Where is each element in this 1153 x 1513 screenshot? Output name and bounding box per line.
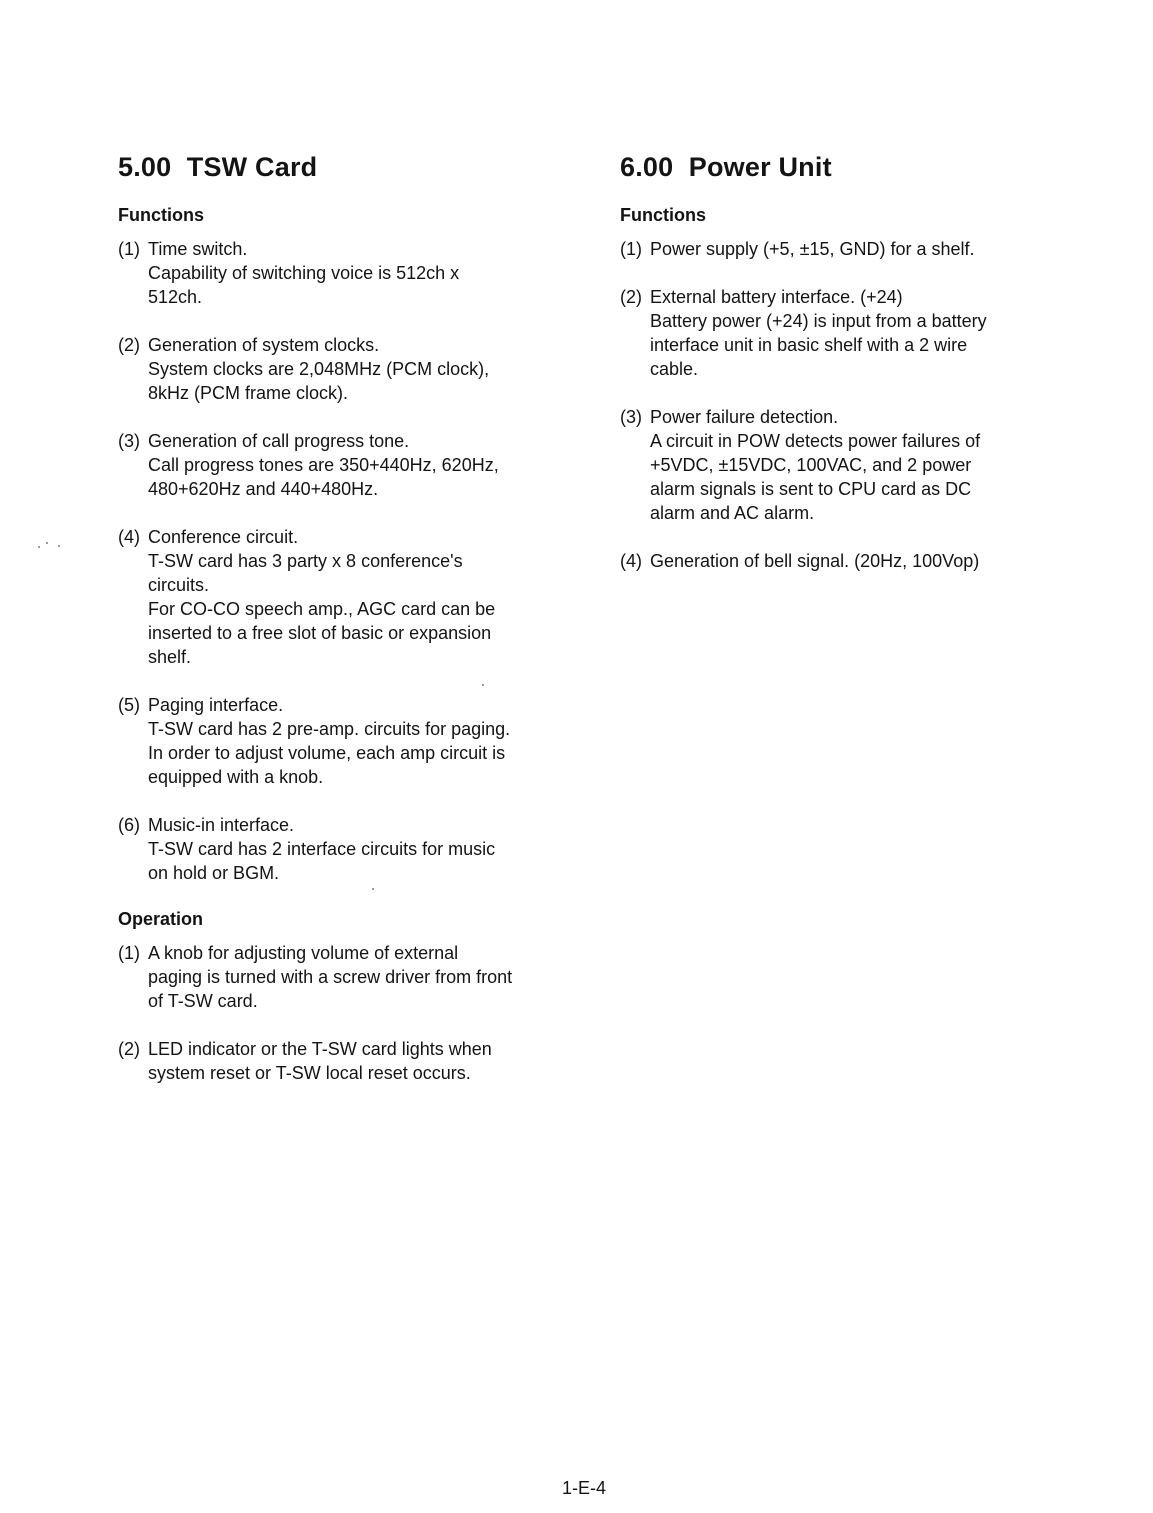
tsw-card-title: 5.00 TSW Card bbox=[118, 152, 318, 182]
item-line: paging is turned with a screw driver from front bbox=[148, 967, 513, 987]
power-unit-title: 6.00 Power Unit bbox=[620, 152, 832, 182]
item-heading: Conference circuit. bbox=[148, 527, 299, 547]
item-number: (1) bbox=[620, 239, 642, 259]
item-number: (3) bbox=[620, 407, 642, 427]
item-number: (2) bbox=[118, 335, 140, 355]
item-line: inserted to a free slot of basic or expansion bbox=[148, 623, 492, 643]
power-unit-section bbox=[620, 152, 1040, 597]
item-line: alarm signals is sent to CPU card as DC bbox=[650, 479, 972, 499]
item-heading: LED indicator or the T-SW card lights when bbox=[148, 1039, 492, 1059]
item-line: system reset or T-SW local reset occurs. bbox=[148, 1063, 471, 1083]
item-heading: Time switch. bbox=[148, 239, 248, 259]
tsw-card-section bbox=[118, 152, 578, 1109]
item-line: In order to adjust volume, each amp circuit is bbox=[148, 743, 506, 763]
item-line: Capability of switching voice is 512ch x bbox=[148, 263, 460, 283]
item-line: cable. bbox=[650, 359, 699, 379]
item-heading: Power failure detection. bbox=[650, 407, 839, 427]
scan-speck bbox=[46, 542, 48, 544]
item-number: (6) bbox=[118, 815, 140, 835]
item-line: T-SW card has 2 pre-amp. circuits for paging. bbox=[148, 719, 511, 739]
tsw-function-item-2 bbox=[118, 333, 578, 405]
item-line: 512ch. bbox=[148, 287, 203, 307]
power-function-item-4 bbox=[620, 549, 1040, 573]
power-function-item-3 bbox=[620, 405, 1040, 525]
tsw-function-item-5 bbox=[118, 693, 578, 789]
tsw-function-item-3 bbox=[118, 429, 578, 501]
item-line: on hold or BGM. bbox=[148, 863, 280, 883]
item-heading: External battery interface. (+24) bbox=[650, 287, 903, 307]
item-number: (1) bbox=[118, 239, 140, 259]
page-number: 1-E-4 bbox=[562, 1478, 607, 1498]
power-functions-heading: Functions bbox=[620, 205, 706, 225]
item-line: 8kHz (PCM frame clock). bbox=[148, 383, 349, 403]
item-heading: Generation of system clocks. bbox=[148, 335, 380, 355]
item-number: (4) bbox=[118, 527, 140, 547]
item-number: (1) bbox=[118, 943, 140, 963]
item-line: T-SW card has 3 party x 8 conference's bbox=[148, 551, 463, 571]
item-line: shelf. bbox=[148, 647, 192, 667]
item-number: (3) bbox=[118, 431, 140, 451]
scan-speck bbox=[38, 546, 40, 548]
item-line: For CO-CO speech amp., AGC card can be bbox=[148, 599, 496, 619]
scan-speck bbox=[58, 545, 60, 547]
item-heading: A knob for adjusting volume of external bbox=[148, 943, 459, 963]
tsw-operation-item-1 bbox=[118, 941, 578, 1013]
item-line: of T-SW card. bbox=[148, 991, 258, 1011]
tsw-functions-heading: Functions bbox=[118, 205, 204, 225]
tsw-operation-item-2 bbox=[118, 1037, 578, 1085]
item-heading: Power supply (+5, ±15, GND) for a shelf. bbox=[650, 239, 975, 259]
item-heading: Paging interface. bbox=[148, 695, 284, 715]
power-function-item-2 bbox=[620, 285, 1040, 381]
item-number: (4) bbox=[620, 551, 642, 571]
item-heading: Generation of bell signal. (20Hz, 100Vop) bbox=[650, 551, 980, 571]
item-line: 480+620Hz and 440+480Hz. bbox=[148, 479, 379, 499]
tsw-function-item-1 bbox=[118, 237, 578, 309]
tsw-operation-heading: Operation bbox=[118, 909, 204, 929]
item-line: +5VDC, ±15VDC, 100VAC, and 2 power bbox=[650, 455, 972, 475]
scan-speck bbox=[482, 684, 484, 686]
item-line: circuits. bbox=[148, 575, 210, 595]
item-line: Battery power (+24) is input from a battery bbox=[650, 311, 987, 331]
item-number: (2) bbox=[118, 1039, 140, 1059]
tsw-function-item-4 bbox=[118, 525, 578, 669]
item-line: Call progress tones are 350+440Hz, 620Hz, bbox=[148, 455, 499, 475]
item-number: (2) bbox=[620, 287, 642, 307]
item-heading: Generation of call progress tone. bbox=[148, 431, 410, 451]
power-function-item-1 bbox=[620, 237, 1040, 261]
item-line: equipped with a knob. bbox=[148, 767, 324, 787]
tsw-function-item-6 bbox=[118, 813, 578, 885]
scan-speck bbox=[372, 888, 374, 890]
item-number: (5) bbox=[118, 695, 140, 715]
item-line: interface unit in basic shelf with a 2 wire bbox=[650, 335, 968, 355]
item-line: T-SW card has 2 interface circuits for music bbox=[148, 839, 496, 859]
item-line: A circuit in POW detects power failures of bbox=[650, 431, 981, 451]
item-line: System clocks are 2,048MHz (PCM clock), bbox=[148, 359, 490, 379]
item-heading: Music-in interface. bbox=[148, 815, 295, 835]
item-line: alarm and AC alarm. bbox=[650, 503, 815, 523]
